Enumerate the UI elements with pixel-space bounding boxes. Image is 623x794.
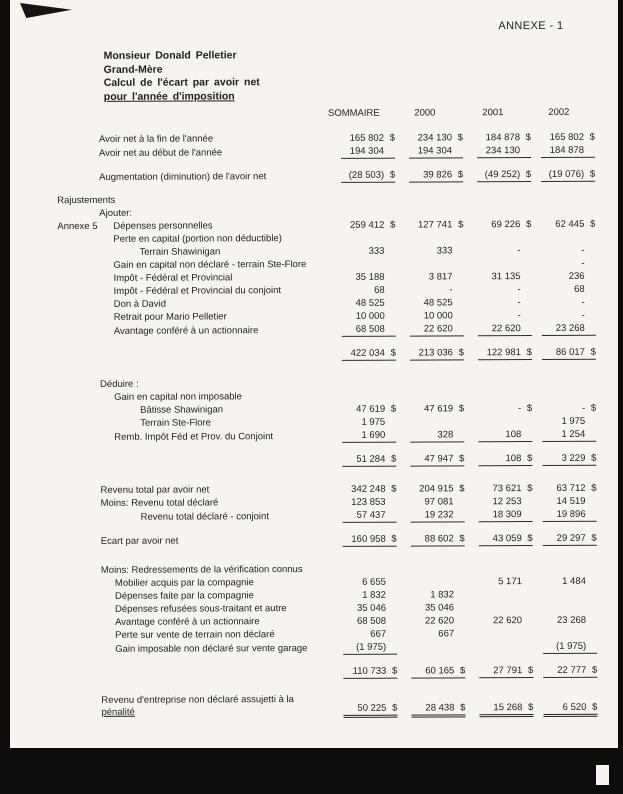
row-label: Avoir net au début de l'année	[99, 147, 223, 159]
row-value: 3 817	[428, 271, 453, 283]
row-value: 35 188	[355, 271, 385, 283]
row-value: 60 165 $	[397, 665, 465, 679]
row-value: 22 620	[492, 615, 523, 627]
row-value: 35 046	[424, 602, 455, 614]
table-row	[57, 245, 595, 260]
row-value: 234 130 $	[417, 132, 463, 144]
row-label: Déduire :	[100, 378, 139, 390]
row-value: -	[517, 297, 521, 309]
row-margin-label	[58, 338, 100, 339]
row-value: 194 304	[395, 145, 463, 159]
row-label: Moins: Redressements de la vérification connus	[100, 564, 303, 576]
row-margin-label	[57, 184, 99, 185]
row-value: 29 297 $	[533, 533, 597, 547]
row-margin-label	[59, 577, 101, 578]
row-value: 68 508	[322, 324, 396, 338]
row-value: 6 655	[362, 576, 386, 588]
row-margin-label	[57, 146, 99, 147]
row-value: 1 975	[361, 416, 386, 428]
row-value: 422 034 $	[322, 348, 396, 362]
row-value: 667	[438, 628, 455, 640]
table-row	[58, 377, 596, 392]
row-margin-label	[57, 259, 99, 260]
row-label: Perte en capital (portion non déductible)	[113, 233, 282, 245]
table-row	[58, 403, 596, 418]
row-value: 123 853	[351, 496, 386, 508]
row-value: 22 620	[396, 323, 464, 337]
table-row	[57, 145, 595, 161]
row-value: -	[517, 245, 521, 257]
row-margin-label	[59, 603, 101, 604]
row-value: 160 958 $	[323, 534, 397, 548]
row-value: 88 602 $	[397, 533, 465, 547]
row-value: 184 878	[531, 145, 595, 159]
row-value: 63 712 $	[556, 482, 597, 494]
row-margin-label	[59, 590, 101, 591]
row-value: 86 017 $	[532, 347, 596, 361]
table-row	[59, 576, 597, 591]
row-value: 194 304	[321, 146, 395, 160]
row-label: Gain imposable non déclaré sur vente garage	[115, 643, 308, 655]
row-value: 57 437	[323, 510, 397, 524]
row-label: Dépenses personnelles	[113, 220, 213, 232]
row-value: 6 520 $	[533, 702, 597, 718]
column-header-2000: 2000	[414, 107, 436, 119]
row-value: 333	[436, 245, 453, 257]
row-value: 50 225 $	[323, 703, 397, 719]
document-title-line2: pour l'année d'imposition	[103, 89, 235, 103]
row-label: Revenu d'entreprise non déclaré assujetti à la pénalité	[101, 694, 294, 718]
row-margin-label	[58, 285, 100, 286]
row-value: 47 619 $	[424, 403, 465, 415]
row-margin-label	[58, 444, 100, 445]
row-value: 68 508	[356, 615, 387, 627]
addressee-city: Grand-Mère	[103, 63, 163, 76]
row-label: Don à David	[113, 298, 166, 310]
row-value: -	[517, 284, 521, 296]
row-value: 342 248 $	[351, 483, 397, 495]
row-label: Gain en capital non imposable	[114, 391, 242, 403]
row-value: 27 791 $	[465, 665, 533, 679]
row-margin-label	[57, 246, 99, 247]
row-label: Mobilier acquis par la compagnie	[114, 577, 254, 589]
row-value: 1 254	[532, 429, 596, 443]
row-value: 127 741 $	[417, 219, 464, 231]
row-value: (28 503) $	[321, 170, 395, 184]
row-value: 333	[368, 245, 385, 257]
row-value: 234 130	[463, 145, 531, 159]
row-margin-label	[60, 719, 102, 720]
row-label: Ecart par avoir net	[100, 535, 179, 547]
row-margin-label	[59, 642, 101, 643]
table-row	[59, 693, 597, 720]
row-value: - $	[517, 403, 533, 415]
row-margin-label	[59, 656, 101, 657]
row-value: 165 802 $	[549, 131, 595, 143]
annexe-label: ANNEXE - 1	[498, 19, 564, 33]
row-margin-label	[58, 404, 100, 405]
row-label: Ajouter:	[99, 207, 133, 219]
row-margin-label	[57, 160, 99, 161]
table-row	[59, 665, 597, 681]
row-margin-label	[59, 497, 101, 498]
row-label: Terrain Shawinigan	[139, 246, 221, 258]
row-value: 1 832	[430, 589, 454, 601]
row-value: 28 438 $	[397, 702, 465, 718]
column-header-2001: 2001	[482, 107, 504, 119]
row-value: 69 226 $	[491, 219, 532, 231]
column-header-sommaire: SOMMAIRE	[327, 107, 380, 119]
row-value: (1 975)	[323, 642, 397, 656]
row-value: (19 076) $	[531, 169, 595, 183]
row-value: 122 981 $	[464, 347, 532, 361]
row-value: -	[581, 244, 585, 256]
row-label: Revenu total déclaré - conjoint	[140, 511, 269, 523]
row-value: 108	[464, 429, 532, 443]
row-value: 43 059 $	[465, 533, 533, 547]
row-value: 3 229 $	[532, 453, 596, 467]
row-value: 22 777 $	[533, 665, 597, 679]
table-row	[59, 641, 597, 657]
table-row	[57, 193, 595, 208]
row-value: 23 268	[532, 323, 596, 337]
row-value: 39 826 $	[395, 169, 463, 183]
row-value: 18 309	[465, 509, 533, 523]
scan-bottom-notch	[596, 765, 609, 785]
row-value: 1 975	[561, 415, 586, 427]
row-value: 10 000	[423, 310, 453, 322]
row-label: Revenu total par avoir net	[100, 484, 210, 496]
row-margin-label	[59, 629, 101, 630]
table-row	[58, 429, 596, 445]
row-value: 31 135	[491, 271, 521, 283]
table-row	[59, 533, 597, 549]
table-row	[57, 169, 595, 185]
row-margin-label	[58, 311, 100, 312]
row-label: Bâtisse Shawinigan	[140, 404, 224, 416]
row-value: 22 620	[424, 615, 455, 627]
row-value: 108 $	[464, 453, 532, 467]
row-label: Impôt - Fédéral et Provincial	[113, 272, 233, 284]
row-value: 213 036 $	[396, 347, 464, 361]
row-margin-label	[59, 510, 101, 511]
row-label: Terrain Ste-Flore	[140, 417, 211, 429]
row-value: 5 171	[498, 576, 522, 588]
row-margin-label: Rajustements	[57, 194, 116, 207]
row-value: 62 445 $	[555, 218, 596, 230]
row-value: 48 525	[423, 297, 453, 309]
table-row	[58, 453, 596, 469]
row-value: 204 915 $	[419, 483, 465, 495]
document-header	[104, 49, 260, 104]
row-margin-label	[58, 391, 100, 392]
row-margin-label	[58, 324, 100, 325]
row-value: 328	[396, 429, 464, 443]
row-value: 22 620	[464, 323, 532, 337]
row-margin-label	[59, 524, 101, 525]
document-title-line1: Calcul de l'écart par avoir net	[103, 76, 260, 89]
row-label: Perte sur vente de terrain non déclaré	[115, 629, 275, 641]
row-value: 47 619 $	[356, 403, 397, 415]
row-margin-label	[59, 680, 101, 681]
row-value: 19 232	[397, 509, 465, 523]
row-value: 667	[370, 628, 387, 640]
row-value: 14 519	[556, 495, 586, 507]
row-margin-label	[59, 548, 101, 549]
row-label: Avoir net à la fin de l'année	[98, 133, 214, 145]
row-value: 165 802 $	[349, 132, 395, 144]
table-row	[57, 219, 595, 234]
row-value: 1 484	[562, 575, 586, 587]
table-row	[59, 589, 597, 604]
row-value: 1 832	[362, 589, 386, 601]
table-row	[59, 509, 597, 525]
row-value: 97 081	[424, 496, 454, 508]
row-value: 68	[574, 283, 585, 295]
row-label: Dépenses faite par la compagnie	[114, 590, 254, 602]
column-header-2002: 2002	[548, 106, 570, 118]
row-value: -	[581, 257, 585, 269]
row-value: 15 268 $	[465, 702, 533, 718]
row-margin-label	[58, 298, 100, 299]
row-label: Avantage conféré à un actionnaire	[113, 325, 259, 337]
table-row	[58, 323, 596, 339]
row-value: -	[581, 296, 585, 308]
row-margin-label	[58, 362, 100, 363]
row-margin-label	[59, 616, 101, 617]
table-row	[59, 615, 597, 630]
row-value: 10 000	[355, 310, 385, 322]
header-margin-spacer	[57, 120, 99, 121]
row-value: 23 268	[556, 614, 587, 626]
net-worth-table	[57, 107, 598, 720]
row-value: 184 878 $	[485, 132, 531, 144]
row-value: - $	[581, 402, 597, 414]
addressee-name: Monsieur Donald Pelletier	[103, 49, 237, 62]
row-margin-label: Annexe 5	[57, 220, 98, 233]
row-value: -	[449, 284, 453, 296]
row-label: Impôt - Fédéral et Provincial du conjoint	[113, 285, 282, 297]
row-value: 259 412 $	[349, 219, 396, 231]
row-label: Avantage conféré à un actionnaire	[115, 616, 260, 628]
row-value: 110 733 $	[323, 666, 397, 680]
row-label: Retrait pour Mario Pelletier	[113, 311, 227, 323]
row-value: 12 253	[492, 496, 522, 508]
row-value: 19 896	[533, 509, 597, 523]
row-margin-label	[58, 417, 100, 418]
row-margin-label	[58, 468, 100, 469]
row-label: Moins: Revenu total déclaré	[100, 497, 219, 509]
net-worth-table-body	[57, 132, 598, 720]
row-value: 68	[374, 284, 385, 296]
row-label: Augmentation (diminution) de l'avoir net	[99, 171, 267, 183]
row-value: 1 690	[322, 430, 396, 444]
row-value: 236	[568, 270, 585, 282]
row-value: (1 975)	[533, 641, 597, 655]
row-value: 47 947 $	[396, 453, 464, 467]
table-header-row	[57, 107, 595, 121]
header-label-spacer	[99, 119, 321, 121]
row-label: Remb. Impôt Féd et Prov. du Conjoint	[114, 431, 274, 443]
row-value: -	[581, 309, 585, 321]
row-value: -	[517, 310, 521, 322]
row-value: 73 621 $	[492, 483, 533, 495]
row-value: (49 252) $	[463, 169, 531, 183]
row-value: 48 525	[355, 297, 385, 309]
table-row	[59, 628, 597, 643]
row-margin-label	[58, 430, 100, 431]
row-margin-label	[58, 272, 100, 273]
row-value: 35 046	[356, 602, 387, 614]
row-label: Dépenses refusées sous-traitant et autre	[115, 603, 287, 615]
row-value: 51 284 $	[322, 454, 396, 468]
row-label: Gain en capital non déclaré - terrain Ste-Flore	[113, 259, 307, 271]
table-row	[58, 347, 596, 363]
